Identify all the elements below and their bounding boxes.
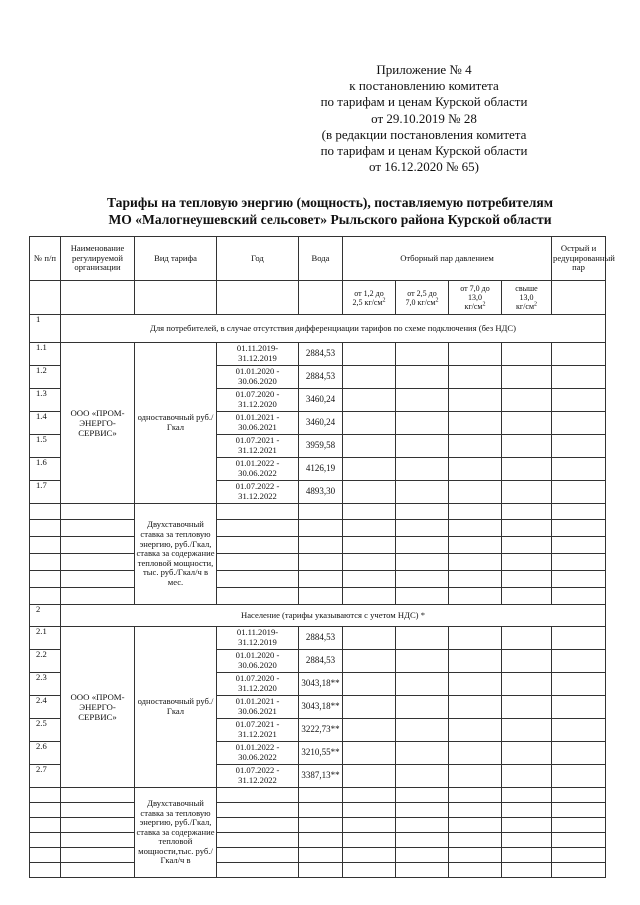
row-num: 1.6 bbox=[30, 458, 61, 481]
row-num: 2.6 bbox=[30, 742, 61, 765]
two-part-tariff: Двухставочный ставка за тепловую энергию, руб./Гкал, ставка за содержание тепловой мощности, тыс. руб./Гкал/ч в мес. bbox=[135, 504, 217, 605]
org-name: ООО «ПРОМ-ЭНЕРГО-СЕРВИС» bbox=[61, 343, 135, 504]
row-num: 1.3 bbox=[30, 389, 61, 412]
water-value: 4893,30 bbox=[299, 481, 343, 504]
water-value: 3222,73** bbox=[299, 719, 343, 742]
water-value: 3460,24 bbox=[299, 412, 343, 435]
header-pressure-3: от 7,0 до 13,0 $кг/см^2$ bbox=[449, 281, 502, 315]
period: 01.01.2020 - 30.06.2020 bbox=[217, 650, 299, 673]
water-value: 2884,53 bbox=[299, 650, 343, 673]
water-value: 2884,53 bbox=[299, 627, 343, 650]
header-acute-steam: Острый и редуцированный пар bbox=[552, 237, 606, 281]
appendix-line: от 29.10.2019 № 28 bbox=[371, 110, 477, 126]
water-value: 3460,24 bbox=[299, 389, 343, 412]
period: 01.07.2020 - 31.12.2020 bbox=[217, 673, 299, 696]
tariff-type: одноставочный руб./Гкал bbox=[135, 627, 217, 788]
row-num: 2.5 bbox=[30, 719, 61, 742]
row-num: 2.7 bbox=[30, 765, 61, 788]
row-num: 2.2 bbox=[30, 650, 61, 673]
row-num: 2.3 bbox=[30, 673, 61, 696]
org-name: ООО «ПРОМ-ЭНЕРГО-СЕРВИС» bbox=[61, 627, 135, 788]
row-num: 1.2 bbox=[30, 366, 61, 389]
water-value: 2884,53 bbox=[299, 366, 343, 389]
header-org: Наименование регулируемой организации bbox=[61, 237, 135, 281]
appendix-line: к постановлению комитета bbox=[349, 78, 499, 94]
water-value: 3210,55** bbox=[299, 742, 343, 765]
tariff-table bbox=[29, 236, 615, 878]
period: 01.01.2021 - 30.06.2021 bbox=[217, 412, 299, 435]
header-year: Год bbox=[217, 237, 299, 281]
period: 01.01.2022 - 30.06.2022 bbox=[217, 742, 299, 765]
period: 01.07.2021 - 31.12.2021 bbox=[217, 435, 299, 458]
period: 01.07.2021 - 31.12.2021 bbox=[217, 719, 299, 742]
header-num: № п/п bbox=[30, 237, 61, 281]
row-num: 1.4 bbox=[30, 412, 61, 435]
water-value: 3387,13** bbox=[299, 765, 343, 788]
period: 01.01.2021 - 30.06.2021 bbox=[217, 696, 299, 719]
header-tariff-type: Вид тарифа bbox=[135, 237, 217, 281]
title-line-2: МО «Малогнеушевский сельсовет» Рыльского района Курской области bbox=[108, 212, 552, 227]
water-value: 3959,58 bbox=[299, 435, 343, 458]
tariff-type: одноставочный руб./Гкал bbox=[135, 343, 217, 504]
header-steam: Отборный пар давлением bbox=[343, 237, 552, 281]
header-pressure-2: от 2,5 до 7,0 $кг/см^2$ bbox=[396, 281, 449, 315]
appendix-line: (в редакции постановления комитета bbox=[321, 126, 527, 142]
water-value: 3043,18** bbox=[299, 696, 343, 719]
period: 01.07.2022 - 31.12.2022 bbox=[217, 765, 299, 788]
header-pressure-1: от 1,2 до 2,5 $кг/см^2$ bbox=[343, 281, 396, 315]
section-2-title: Население (тарифы указываются с учетом НДС) * bbox=[61, 605, 606, 627]
period: 01.01.2022 - 30.06.2022 bbox=[217, 458, 299, 481]
header-water: Вода bbox=[299, 237, 343, 281]
header-pressure-4: свыше 13,0 $кг/см^2$ bbox=[502, 281, 552, 315]
period: 01.11.2019-31.12.2019 bbox=[217, 343, 299, 366]
period: 01.01.2020 - 30.06.2020 bbox=[217, 366, 299, 389]
appendix-block bbox=[294, 62, 554, 175]
title-line-1: Тарифы на тепловую энергию (мощность), поставляемую потребителям bbox=[106, 195, 554, 210]
appendix-line: Приложение № 4 bbox=[376, 62, 472, 77]
row-num: 2.1 bbox=[30, 627, 61, 650]
water-value: 3043,18** bbox=[299, 673, 343, 696]
appendix-line: от 16.12.2020 № 65) bbox=[369, 159, 479, 175]
section-1-num: 1 bbox=[30, 315, 61, 343]
section-2-num: 2 bbox=[30, 605, 61, 627]
appendix-line: по тарифам и ценам Курской области bbox=[320, 143, 528, 159]
two-part-tariff: Двухставочный ставка за тепловую энергию, руб./Гкал, ставка за содержание тепловой мощности,тыс. руб./Гкал/ч в bbox=[135, 788, 217, 878]
water-value: 2884,53 bbox=[299, 343, 343, 366]
period: 01.07.2022 - 31.12.2022 bbox=[217, 481, 299, 504]
water-value: 4126,19 bbox=[299, 458, 343, 481]
row-num: 1.5 bbox=[30, 435, 61, 458]
row-num: 2.4 bbox=[30, 696, 61, 719]
section-1-title: Для потребителей, в случае отсутствия дифференциации тарифов по схеме подключения (без НДС) bbox=[61, 315, 606, 343]
period: 01.07.2020 - 31.12.2020 bbox=[217, 389, 299, 412]
row-num: 1.1 bbox=[30, 343, 61, 366]
appendix-line: по тарифам и ценам Курской области bbox=[320, 94, 528, 110]
period: 01.11.2019-31.12.2019 bbox=[217, 627, 299, 650]
row-num: 1.7 bbox=[30, 481, 61, 504]
document-title bbox=[80, 194, 580, 228]
